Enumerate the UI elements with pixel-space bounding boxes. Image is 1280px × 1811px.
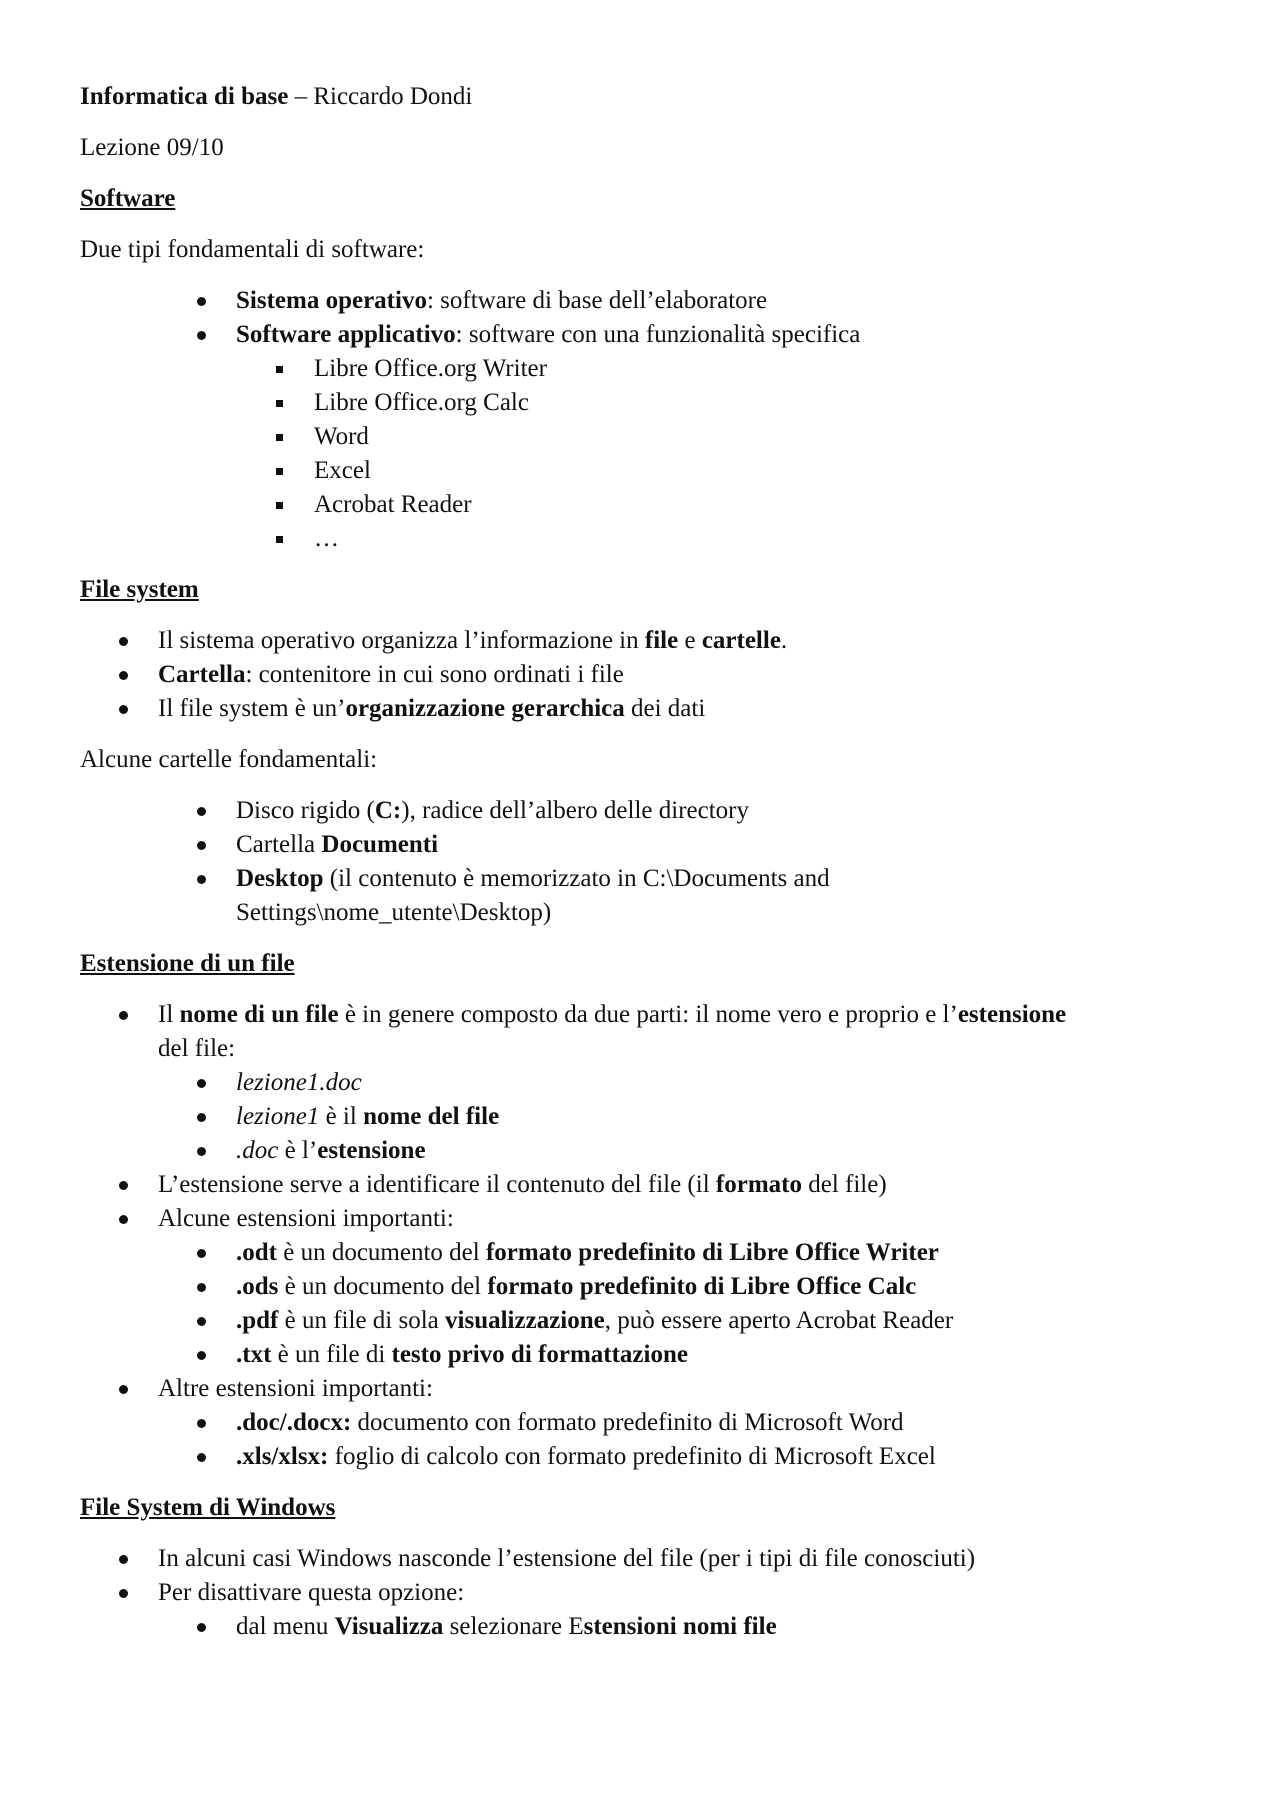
example: lezione1 [236,1103,320,1130]
term: formato predefinito di Libre Office Calc [487,1273,917,1300]
term: Documenti [321,831,439,858]
term: .txt [236,1341,272,1368]
text: Il sistema operativo organizza l’informazione in [158,627,645,654]
text: : software con una funzionalità specifica [455,321,861,348]
term: Cartella [158,661,246,688]
app-item: Word [80,420,1200,454]
folders-list [80,794,1200,930]
text: : contenitore in cui sono ordinati i file [245,661,624,688]
list-item [80,1100,1200,1134]
windows-list [80,1542,1200,1644]
text: foglio di calcolo con formato predefinito di Microsoft Excel [328,1443,936,1470]
term: Software applicativo [236,321,456,348]
term: .ods [236,1273,279,1300]
list-item [80,318,1200,352]
term: .pdf [236,1307,279,1334]
heading-software: Software [80,185,176,212]
text: è l’ [278,1137,318,1164]
text: è un documento del [276,1239,486,1266]
term: cartelle [701,627,781,654]
list-item [80,998,1200,1066]
list-item [80,624,1200,658]
text: è un file di sola [278,1307,446,1334]
text: : software di base dell’elaboratore [426,287,768,314]
text: Disco rigido ( [236,797,375,824]
list-item [80,1270,1200,1304]
list-item [80,658,1200,692]
term: nome del file [363,1103,500,1130]
app-item: Libre Office.org Calc [80,386,1200,420]
term: visualizzazione [445,1307,605,1334]
list-item [80,1406,1200,1440]
text: dei dati [624,695,706,722]
heading-file-system: File system [80,576,199,603]
term: .doc/.docx: [236,1409,352,1436]
term: C: [374,797,402,824]
term: stensioni nomi file [583,1613,777,1640]
term: estensione [957,1001,1067,1028]
list-item [80,1168,1200,1202]
list-item [80,1304,1200,1338]
text-continuation: Settings\nome_utente\Desktop) [236,899,552,926]
list-item [80,1066,1200,1100]
text: . [780,627,788,654]
author: – Riccardo Dondi [288,83,473,110]
extension-list [80,998,1200,1474]
text: (il contenuto è memorizzato in C:\Documents and [323,865,830,892]
text: Il [158,1001,180,1028]
app-item: Acrobat Reader [80,488,1200,522]
term: nome di un file [179,1001,339,1028]
folders-intro: Alcune cartelle fondamentali: [80,746,378,773]
text: Il file system è un’ [158,695,346,722]
text: dal menu [236,1613,335,1640]
list-item: Altre estensioni importanti: [80,1372,1200,1406]
file-system-list [80,624,1200,726]
list-item [80,1610,1200,1644]
term: file [644,627,679,654]
lesson-date: Lezione 09/10 [80,134,224,161]
term: organizzazione gerarchica [345,695,625,722]
text: Cartella [236,831,322,858]
list-item [80,862,1200,930]
list-item [80,828,1200,862]
list-item: Per disattivare questa opzione: [80,1576,1200,1610]
text: è un file di [271,1341,392,1368]
text: è un documento del [278,1273,488,1300]
text: selezionare E [443,1613,584,1640]
list-item [80,692,1200,726]
term: Visualizza [334,1613,444,1640]
text: L’estensione serve a identificare il contenuto del file (il [158,1171,716,1198]
list-item: In alcuni casi Windows nasconde l’estensione del file (per i tipi di file conosciuti) [80,1542,1200,1576]
document-page [80,80,1200,1644]
text: , può essere aperto Acrobat Reader [604,1307,954,1334]
term: .odt [236,1239,277,1266]
example: lezione1.doc [236,1069,362,1096]
term: formato [715,1171,802,1198]
text: del file) [801,1171,887,1198]
list-item: Alcune estensioni importanti: [80,1202,1200,1236]
app-item: Libre Office.org Writer [80,352,1200,386]
course-name: Informatica di base [80,83,289,110]
text: ), radice dell’albero delle directory [401,797,749,824]
term: .xls/xlsx: [236,1443,329,1470]
term: formato predefinito di Libre Office Writer [485,1239,939,1266]
software-intro: Due tipi fondamentali di software: [80,236,425,263]
document-title [80,80,1200,114]
text-continuation: del file: [158,1035,236,1062]
list-item [80,1440,1200,1474]
term: estensione [317,1137,426,1164]
heading-windows: File System di Windows [80,1494,336,1521]
software-list [80,284,1200,556]
list-item [80,794,1200,828]
list-item [80,1338,1200,1372]
text: documento con formato predefinito di Microsoft Word [351,1409,904,1436]
list-item [80,284,1200,318]
text: e [678,627,702,654]
example: .doc [236,1137,279,1164]
term: Desktop [236,865,324,892]
text: è in genere composto da due parti: il nome vero e proprio e l’ [338,1001,958,1028]
term: Sistema operativo [236,287,427,314]
term: testo privo di formattazione [391,1341,688,1368]
app-item: Excel [80,454,1200,488]
text: è il [319,1103,364,1130]
list-item [80,1134,1200,1168]
heading-extension: Estensione di un file [80,950,295,977]
app-item: … [80,522,1200,556]
list-item [80,1236,1200,1270]
